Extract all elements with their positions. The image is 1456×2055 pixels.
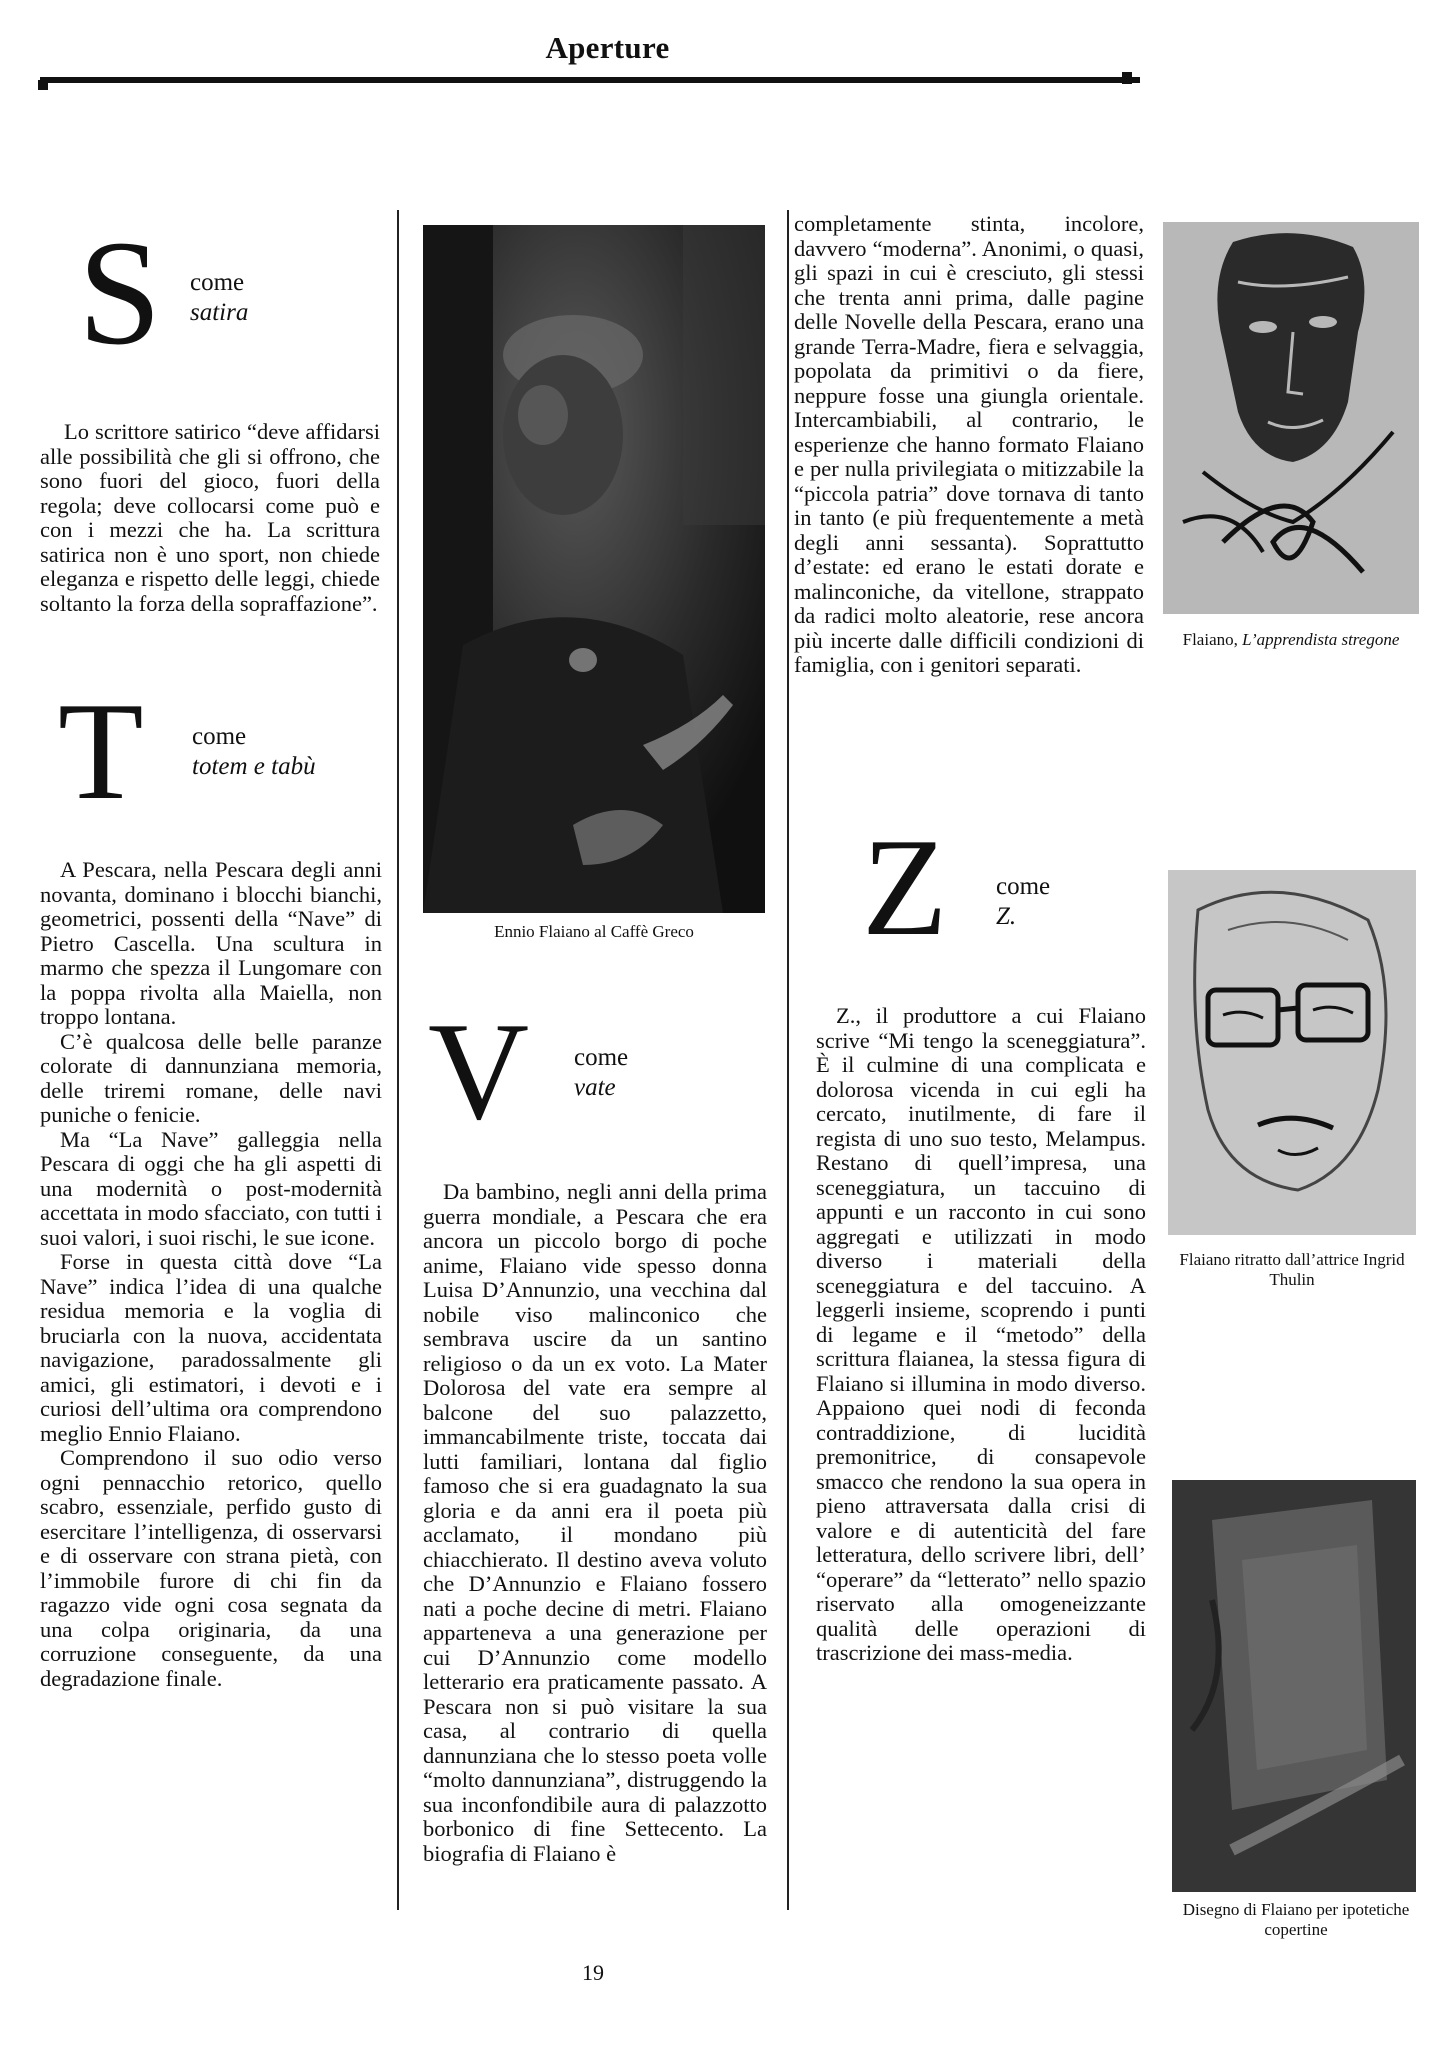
s-heading-subject: satira [190, 299, 249, 326]
photo-image [423, 225, 765, 913]
page-number: 19 [582, 1960, 604, 1985]
z-heading-word: come [996, 873, 1051, 900]
dropcap-z: Z [862, 810, 948, 965]
col3-paragraph-1: completamente stinta, incolore, davvero “moderna”. Anonimi, o quasi, gli spazi in cui è cresciuto, gli stessi che trenta anni prima, dalle pagine delle Novelle della Pescara, erano una grande Terra-Madre, fiera e selvaggia, popolata da primitivi o da fiere, neppure fosse una giungla orientale. Intercambiabili, al contrario, le esperienze che hanno formato Flaiano e per nulla privilegiata o mitizzabile la “piccola patria” dove tornava di tanto in tanto (e più frequentemente a metà degli anni sessanta). Soprattutto d’estate: ed erano le estati dorate e malinconiche, da vitellone, strappato da radici molto aleatorie, rese ancora più incerte dalle difficili condizioni di famiglia, con i genitori separati. [794, 211, 1144, 677]
dropcap-t: T [58, 674, 144, 829]
drawing-1-caption-title: L’apprendista stregone [1242, 630, 1400, 649]
t-paragraph-4: Forse in questa città dove “La Nave” indica l’idea di una qualche residua memoria e la voglia di bruciarla con la nuova, accidentata navigazione, paradossalmente gli amici, gli estimatori, i devoti e i curiosi dell’ultima ora comprendono meglio Ennio Flaiano. [40, 1249, 382, 1446]
drawing-copertine [1172, 1480, 1416, 1892]
drawing-1-caption [1160, 630, 1422, 650]
s-body [40, 420, 380, 616]
photo-flaiano-caffe-greco [423, 225, 765, 913]
v-paragraph-1: Da bambino, negli anni della prima guerra mondiale, a Pescara che era ancora un piccolo borgo di poche anime, Flaiano vide spesso donna Luisa D’Annunzio, una vecchina dal nobile viso malinconico che sembrava uscire da un santino religioso o da un ex voto. La Mater Dolorosa del vate era sempre al balcone del suo palazzetto, immancabilmente triste, toccata dai lutti familiari, lontana dal figlio famoso che si era guadagnato la sua gloria e da anni era il poeta più acclamato, il mondano più chiacchierato. Il destino aveva voluto che D’Annunzio e Flaiano fossero nati a poche decine di metri. Flaiano apparteneva a una generazione per cui D’Annunzio come modello letterario era praticamente passato. A Pescara non si può visitare la sua casa, al contrario di quella dannunziana che lo stesso poeta volle “molto dannunziana”, distruggendo la sua inconfondibile aura di palazzotto borbonico di fine Settecento. La biografia di Flaiano è [423, 1179, 767, 1866]
t-body [40, 858, 382, 1691]
t-paragraph-3: Ma “La Nave” galleggia nella Pescara di oggi che ha gli aspetti di una modernità o post-modernità accettata in modo sfacciato, con tutti i suoi valori, i suoi rischi, le sue icone. [40, 1126, 382, 1250]
s-heading-word: come [190, 269, 245, 296]
section-title: Aperture [545, 30, 670, 65]
t-paragraph-2: C’è qualcosa delle belle paranze colorate di dannunziana memoria, delle triremi romane, delle navi puniche o fenicie. [40, 1028, 382, 1127]
drawing-apprendista-stregone [1163, 222, 1419, 614]
column-rule-2 [787, 210, 789, 1910]
t-heading [192, 722, 316, 782]
z-body [816, 1004, 1146, 1666]
dropcap-s: S [78, 210, 162, 376]
column-rule-1 [397, 210, 399, 1910]
drawing-portrait-1 [1163, 222, 1419, 614]
drawing-covers [1172, 1480, 1416, 1892]
photo-caption: Ennio Flaiano al Caffè Greco [494, 922, 694, 941]
t-heading-subject: totem e tabù [192, 753, 316, 780]
z-heading-subject: Z. [996, 903, 1017, 930]
z-paragraph-1: Z., il produttore a cui Flaiano scrive “Mi tengo la sceneggiatura”. È il culmine di una complicata e dolorosa vicenda in cui egli ha cercato, inutilmente, di fare il regista di uno suo testo, Melampus. Restano di quell’impresa, una sceneggiatura, un taccuino di appunti e un racconto in cui sono aggregati e utilizzati in modo diverso i materiali della sceneggiatura e del taccuino. A leggerli insieme, scoprendo i punti di legame e il “metodo” della scrittura flaianea, la stessa figura di Flaiano si illumina in modo diverso. Appaiono quei nodi di feconda contraddizione, di lucidità premonitrice, di consapevole smacco che rendono la sua opera in pieno attraversata dalla crisi di valore e di autenticità del fare letteratura, dello scrivere libri, dell’ “operare” da “letterato” nello spazio riservato alla omogeneizzante qualità delle operazioni di trascrizione dei mass-media. [816, 1003, 1146, 1665]
s-heading [190, 268, 248, 328]
dropcap-v: V [428, 994, 530, 1149]
v-heading [574, 1043, 628, 1103]
v-heading-word: come [574, 1044, 629, 1071]
drawing-3-caption: Disegno di Flaiano per ipotetiche copertine [1182, 1900, 1410, 1939]
t-paragraph-1: A Pescara, nella Pescara degli anni novanta, dominano i blocchi bianchi, geometrici, possenti della “Nave” di Pietro Cascella. Una scultura in marmo che spezza il Lungomare con la poppa rivolta alla Maiella, non troppo lontana. [40, 857, 382, 1029]
col3-continuation [794, 212, 1144, 678]
v-body [423, 1180, 767, 1866]
header-rule-mark-right [1122, 72, 1132, 84]
drawing-portrait-2 [1168, 870, 1416, 1235]
header-rule-mark-left [38, 80, 48, 90]
s-paragraph-1: Lo scrittore satirico “deve affidarsi alle possibilità che gli si offrono, che sono fuori del gioco, fuori della regola; deve collocarsi come può e con i mezzi che ha. La scrittura satirica non è uno sport, non chiede eleganza e rispetto delle leggi, chiede soltanto la forza della sopraffazione”. [40, 419, 380, 616]
drawing-1-caption-name: Flaiano, [1182, 630, 1243, 649]
v-heading-subject: vate [574, 1074, 616, 1101]
drawing-2-caption: Flaiano ritratto dall’attrice Ingrid Thulin [1179, 1250, 1405, 1289]
t-heading-word: come [192, 723, 247, 750]
drawing-ritratto-thulin [1168, 870, 1416, 1235]
t-paragraph-5: Comprendono il suo odio verso ogni pennacchio retorico, quello scabro, essenziale, perfido gusto di esercitare l’intelligenza, di osservarsi e di osservare con strana pietà, con l’immobile furore di chi fin da ragazzo vide ogni cosa segnata da una colpa originaria, da una corruzione conseguente, da una degradazione finale. [40, 1445, 382, 1691]
z-heading [996, 872, 1050, 932]
header-rule [40, 77, 1140, 83]
